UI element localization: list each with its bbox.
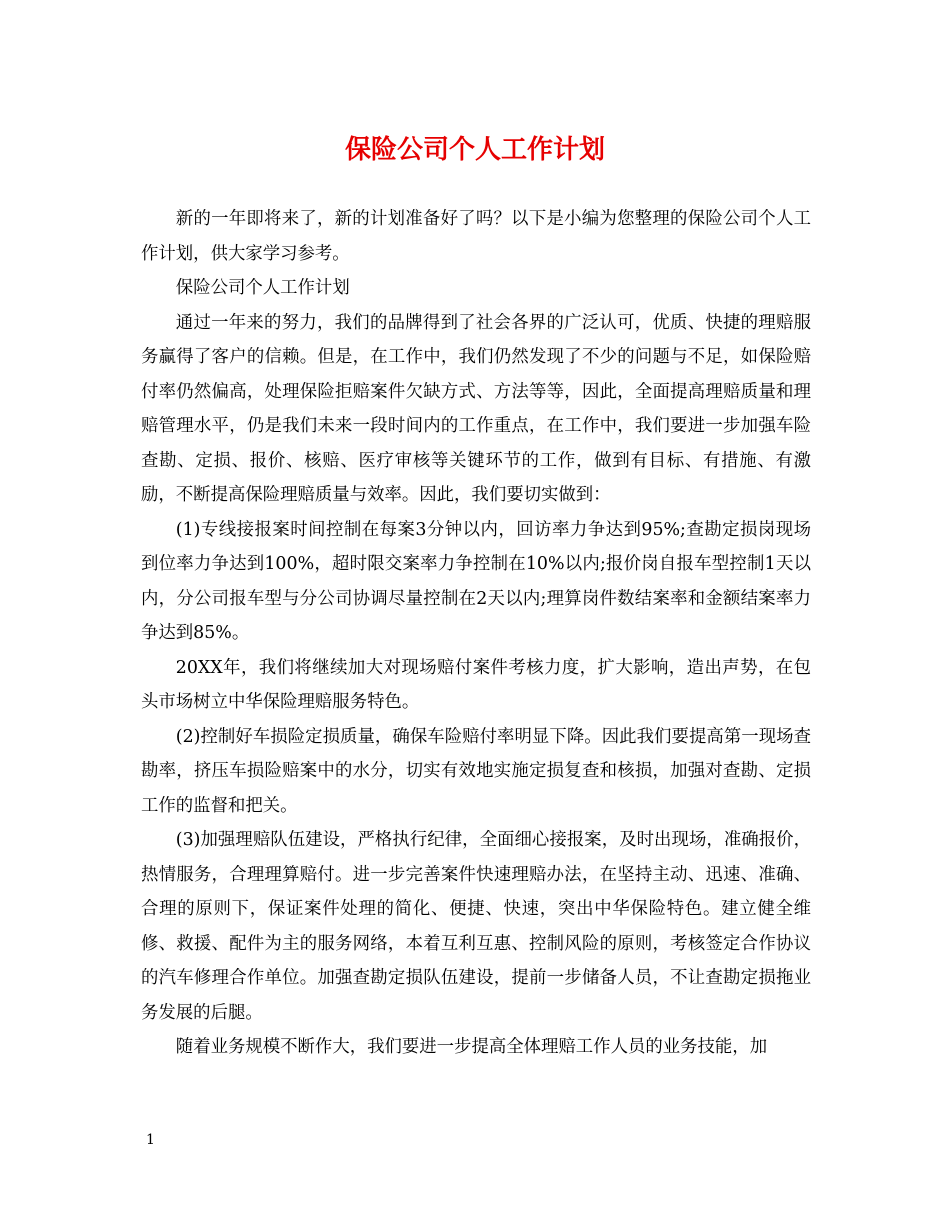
page-title: 保险公司个人工作计划 xyxy=(344,135,605,165)
section-heading: 保险公司个人工作计划 xyxy=(175,278,350,298)
body-paragraph: (1)专线接报案时间控制在每案3分钟以内，回访率力争达到95%;查勘定损岗现场到位率力争达到100%，超时限交案率力争控制在10%以内;报价岗自报车型控制1天以内，分公司报车型与分公司协调尽量控制在2天以内;理算岗件数结案率和金额结案率力争达到85%。 xyxy=(141,519,811,643)
body-paragraph: (3)加强理赔队伍建设，严格执行纪律，全面细心接报案，及时出现场，准确报价，热情服务，合理理算赔付。进一步完善案件快速理赔办法，在坚持主动、迅速、准确、合理的原则下，保证案件处理的简化、便捷、快速，突出中华保险特色。建立健全维修、救援、配件为主的服务网络，本着互利互惠、控制风险的原则，考核签定合作协议的汽车修理合作单位。加强查勘定损队伍建设，提前一步储备人员，不让查勘定损拖业务发展的后腿。 xyxy=(141,830,811,1023)
document-body xyxy=(141,202,811,1065)
page-number: 1 xyxy=(146,1132,155,1148)
body-paragraph: 通过一年来的努力，我们的品牌得到了社会各界的广泛认可，优质、快捷的理赔服务赢得了客户的信赖。但是，在工作中，我们仍然发现了不少的问题与不足，如保险赔付率仍然偏高，处理保险拒赔案件欠缺方式、方法等等，因此，全面提高理赔质量和理赔管理水平，仍是我们未来一段时间内的工作重点，在工作中，我们要进一步加强车险查勘、定损、报价、核赔、医疗审核等关键环节的工作，做到有目标、有措施、有激励，不断提高保险理赔质量与效率。因此，我们要切实做到： xyxy=(141,312,811,505)
body-paragraph: (2)控制好车损险定损质量，确保车险赔付率明显下降。因此我们要提高第一现场查勘率，挤压车损险赔案中的水分，切实有效地实施定损复查和核损，加强对查勘、定损工作的监督和把关。 xyxy=(141,726,811,816)
body-paragraph: 随着业务规模不断作大，我们要进一步提高全体理赔工作人员的业务技能，加 xyxy=(175,1037,768,1057)
body-paragraph: 20XX年，我们将继续加大对现场赔付案件考核力度，扩大影响，造出声势，在包头市场树立中华保险理赔服务特色。 xyxy=(141,657,811,712)
intro-paragraph: 新的一年即将来了，新的计划准备好了吗？以下是小编为您整理的保险公司个人工作计划，供大家学习参考。 xyxy=(141,209,811,264)
